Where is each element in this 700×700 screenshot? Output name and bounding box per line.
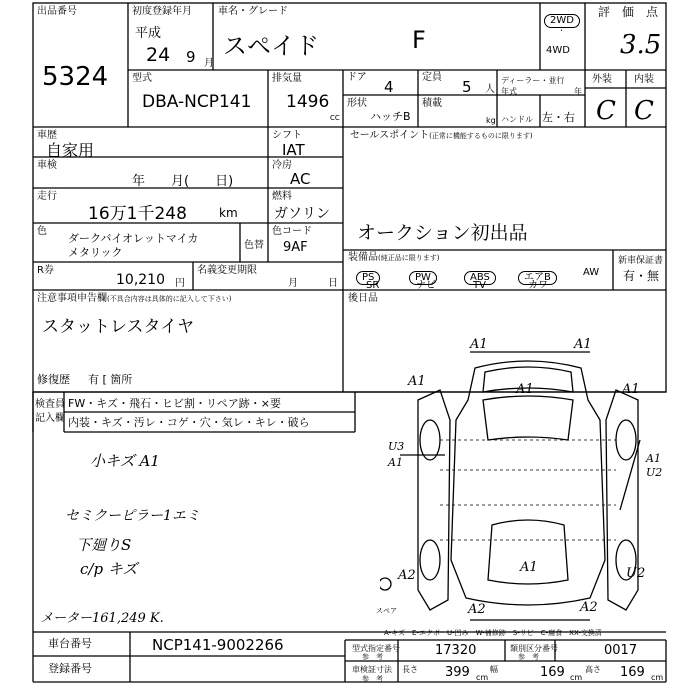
cc-unit: CC bbox=[330, 114, 340, 122]
reg-month: 9 bbox=[186, 48, 196, 66]
equip-pw: PW bbox=[409, 265, 437, 285]
mileage-label: 走行 bbox=[37, 191, 57, 202]
damage-mark: A1 bbox=[408, 374, 426, 389]
handle-label: ハンドル bbox=[501, 115, 533, 124]
inspector-label-1: 検査員 bbox=[35, 399, 65, 410]
damage-mark: A1 bbox=[388, 456, 403, 469]
diagram-legend: A-キズ E-エクボ U-凹み W-補修跡 S-サビ C-腐食 XX-交換済 bbox=[384, 629, 602, 637]
length-label: 長さ bbox=[402, 665, 418, 674]
interior-label: 内装 bbox=[634, 74, 654, 85]
first-reg-label: 初度登録年月 bbox=[132, 6, 192, 17]
capacity-value: 5 bbox=[462, 78, 472, 96]
damage-mark: A1 bbox=[520, 560, 538, 575]
aftermarket-label: 後日品 bbox=[348, 293, 378, 304]
inspection-label: 車検 bbox=[37, 160, 57, 171]
damage-mark: A1 bbox=[516, 382, 534, 397]
damage-mark: U2 bbox=[626, 566, 646, 581]
damage-mark: U3 bbox=[388, 440, 405, 453]
inspector-note-5: メーター161,249 K. bbox=[40, 611, 164, 626]
month-unit: 月 bbox=[204, 58, 214, 69]
inspector-row-2: 内装・キズ・汚レ・コゲ・穴・気レ・キレ・破ら bbox=[68, 416, 310, 429]
height-value: 169 bbox=[620, 665, 645, 680]
displacement-label: 排気量 bbox=[272, 73, 302, 84]
fuel-value: ガソリン bbox=[274, 206, 330, 222]
ac-value: AC bbox=[290, 170, 311, 188]
chassis-value: NCP141-9002266 bbox=[152, 636, 284, 654]
reg-number-label: 登録番号 bbox=[48, 662, 92, 675]
width-unit: cm bbox=[570, 673, 583, 682]
category-label: 類別区分番号 bbox=[510, 644, 558, 653]
drive-2wd: 2WD bbox=[544, 8, 580, 28]
type-value: DBA-NCP141 bbox=[142, 92, 252, 112]
drive-4wd: 4WD bbox=[546, 45, 570, 56]
model-label: 車名・グレード bbox=[218, 6, 288, 17]
type-label: 型式 bbox=[132, 73, 152, 84]
dimension-label: 車検証寸法 bbox=[352, 665, 392, 674]
equip-airbag: エアB bbox=[518, 265, 557, 285]
repair-label: 修復歴 bbox=[37, 373, 70, 386]
spare-label: スペア bbox=[376, 607, 397, 615]
displacement-value: 1496 bbox=[286, 92, 330, 112]
mileage-unit: km bbox=[219, 206, 238, 220]
notes-text: スタットレスタイヤ bbox=[42, 317, 195, 337]
tax-unit: 円 bbox=[175, 278, 185, 289]
damage-mark: A1 bbox=[622, 382, 640, 397]
color-value-1: ダークバイオレットマイカ bbox=[68, 232, 199, 245]
history-value: 自家用 bbox=[46, 141, 95, 160]
shift-label: シフト bbox=[272, 130, 302, 141]
inspector-note-3: 下廻りS bbox=[76, 536, 132, 554]
equip-aw: AW bbox=[583, 267, 600, 278]
damage-mark: A2 bbox=[398, 568, 416, 583]
reg-year: 24 bbox=[146, 44, 171, 66]
dimension-ref: 参 考 bbox=[362, 675, 383, 683]
type-cert-ref: 参 考 bbox=[362, 653, 383, 661]
type-cert-value: 17320 bbox=[435, 643, 477, 658]
color-code-label: 色コード bbox=[272, 226, 312, 237]
inspector-note-4: c/p キズ bbox=[80, 560, 138, 578]
mileage-value: 16万1千248 bbox=[88, 204, 187, 224]
type-cert-label: 型式指定番号 bbox=[352, 644, 400, 653]
model-year-unit: 年 bbox=[574, 87, 582, 96]
warranty-value: 有・無 bbox=[623, 269, 660, 283]
width-label: 幅 bbox=[490, 665, 498, 674]
shape-label: 形状 bbox=[347, 98, 367, 109]
length-unit: cm bbox=[476, 673, 489, 682]
capacity-unit: 人 bbox=[485, 84, 495, 95]
exterior-grade: C bbox=[596, 96, 616, 126]
relicense-label: 名義変更期限 bbox=[197, 265, 257, 276]
interior-grade: C bbox=[634, 96, 654, 126]
era: 平成 bbox=[135, 26, 162, 41]
shift-value: IAT bbox=[282, 141, 305, 159]
door-value: 4 bbox=[384, 78, 394, 96]
notes-label: 注意事項申告欄(不具合内容は具体的に記入して下さい) bbox=[37, 293, 232, 304]
damage-mark: U2 bbox=[646, 466, 663, 479]
width-value: 169 bbox=[540, 665, 565, 680]
height-label: 高さ bbox=[585, 665, 601, 674]
inspector-note-1: 小キズ A1 bbox=[90, 452, 160, 470]
ac-label: 冷房 bbox=[272, 160, 292, 171]
exterior-label: 外装 bbox=[592, 74, 612, 85]
equip-leather: カワ bbox=[528, 280, 548, 291]
dealer-label: ディーラー・並行 bbox=[501, 76, 565, 85]
lot-number: 5324 bbox=[42, 62, 109, 92]
model-year-label: 年式 bbox=[501, 87, 517, 96]
equip-abs: ABS bbox=[464, 265, 496, 285]
damage-mark: A2 bbox=[468, 602, 486, 617]
inspector-note-2: セミクーピラー1エミ bbox=[65, 508, 200, 524]
color-label: 色 bbox=[37, 226, 47, 237]
selling-points-text: オークション初出品 bbox=[357, 222, 528, 244]
category-ref: 参 考 bbox=[518, 653, 539, 661]
category-value: 0017 bbox=[604, 643, 638, 658]
load-label: 積載 bbox=[422, 98, 442, 109]
damage-mark: A2 bbox=[580, 600, 598, 615]
history-label: 車歴 bbox=[37, 130, 57, 141]
load-unit: kg bbox=[486, 116, 496, 125]
rating-label: 評 価 点 bbox=[598, 5, 659, 19]
door-label: ドア bbox=[347, 72, 367, 83]
inspector-row-1: FW・キズ・飛石・ヒビ割・リペア跡・×要 bbox=[68, 397, 281, 410]
rating-score: 3.5 bbox=[620, 30, 662, 60]
color-change-label: 色替 bbox=[244, 240, 264, 251]
relicense-value: 月 日 bbox=[288, 278, 338, 289]
equipment-label: 装備品(純正品に限ります) bbox=[348, 252, 440, 263]
model-name: スペイド bbox=[223, 32, 319, 60]
equip-navi: ナビ bbox=[416, 280, 436, 291]
chassis-label: 車台番号 bbox=[48, 637, 92, 650]
length-value: 399 bbox=[445, 665, 470, 680]
lot-number-label: 出品番号 bbox=[37, 6, 77, 17]
tax-value: 10,210 bbox=[116, 272, 165, 288]
handle-value: 左・右 bbox=[542, 111, 575, 124]
shape-value: ハッチB bbox=[370, 110, 411, 123]
tax-label: R券 bbox=[37, 265, 54, 276]
warranty-label: 新車保証書 bbox=[618, 256, 664, 266]
damage-mark: A1 bbox=[470, 337, 488, 352]
selling-points-label: セールスポイント(正常に機能するものに限ります) bbox=[350, 130, 533, 141]
inspector-label-2: 記入欄 bbox=[35, 413, 65, 424]
color-value-2: メタリック bbox=[68, 246, 123, 259]
grade: F bbox=[412, 26, 426, 54]
color-code-value: 9AF bbox=[283, 240, 308, 255]
equip-ps: PS bbox=[356, 265, 380, 285]
repair-value: 有 [ 箇所 bbox=[88, 373, 133, 386]
equip-tv: TV bbox=[473, 280, 486, 291]
height-unit: cm bbox=[651, 673, 664, 682]
damage-mark: A1 bbox=[646, 452, 661, 465]
damage-mark: A1 bbox=[574, 337, 592, 352]
drive-separator: · bbox=[560, 26, 564, 37]
capacity-label: 定員 bbox=[422, 72, 442, 83]
equip-sr: SR bbox=[366, 280, 380, 291]
inspection-value: 年 月( 日) bbox=[132, 174, 234, 189]
fuel-label: 燃料 bbox=[272, 191, 292, 202]
